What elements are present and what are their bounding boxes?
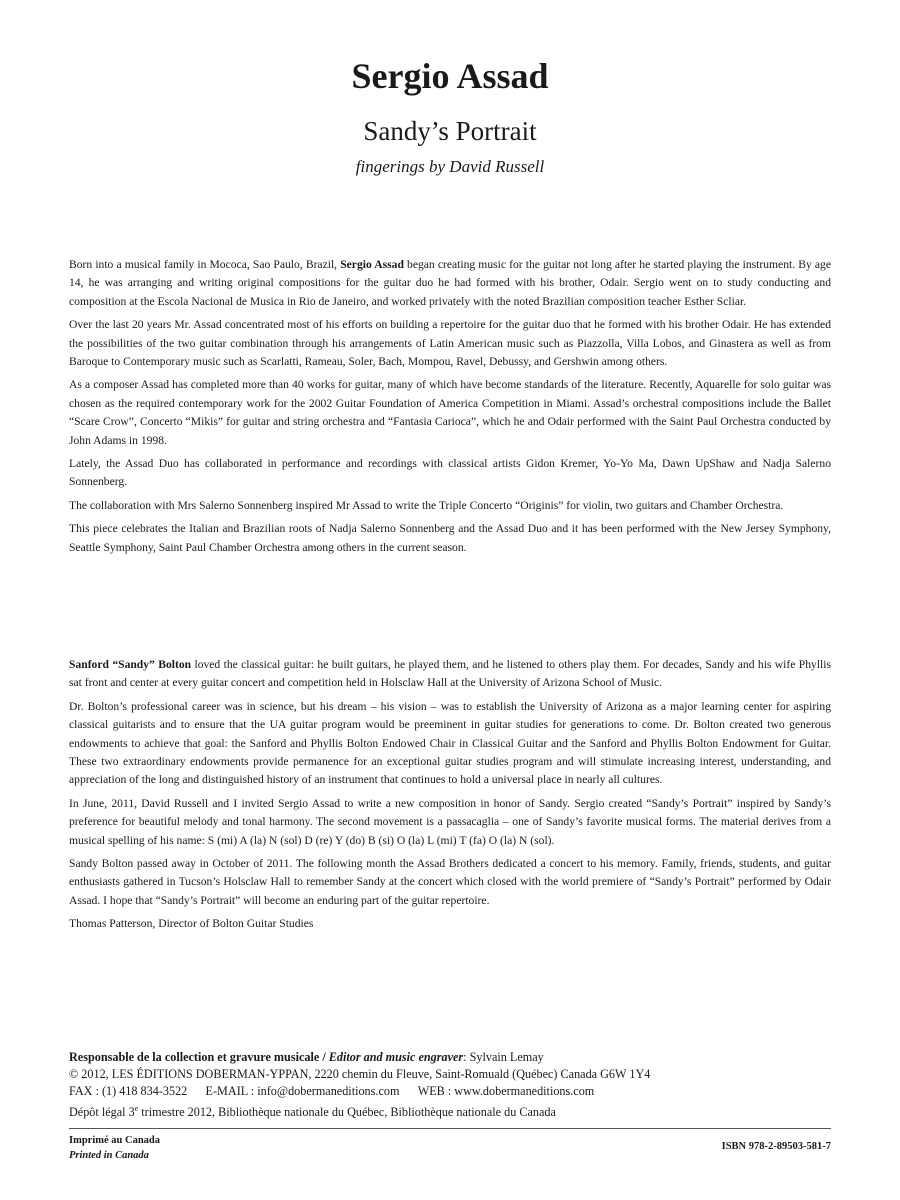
publisher-footer <box>69 1049 831 1121</box>
assad-biography <box>69 256 831 562</box>
assad-bio-paragraph-1 <box>69 256 831 311</box>
printed-in-block <box>69 1134 160 1163</box>
email-address: E-MAIL : info@dobermaneditions.com <box>205 1084 400 1098</box>
header <box>0 52 900 178</box>
assad-bio-p1-rest: began creating music for the guitar not long after he started playing the instrument. By age 14, he was arranging and writing original compositions for the guitar duo he had formed with his brother, Odair. Sergio went on to study conducting and composition at the Escola Nacional de Musica in Rio de Janeiro, and worked privately with the noted Brazilian composition teacher Esther Scliar. <box>69 258 831 308</box>
assad-bio-paragraph-6: This piece celebrates the Italian and Brazilian roots of Nadja Salerno Sonnenberg and the Assad Duo and it has been performed with the New Jersey Symphony, Seattle Symphony, Saint Paul Chamber Orchestra among others in the current season. <box>69 522 831 554</box>
editor-line <box>69 1049 831 1066</box>
fingerings-credit: fingerings by David Russell <box>355 157 545 176</box>
assad-bio-p1-intro: Born into a musical family in Mococa, Sao Paulo, Brazil, <box>69 258 341 271</box>
printed-en: Printed in Canada <box>69 1149 149 1161</box>
website-address: WEB : www.dobermaneditions.com <box>417 1084 595 1098</box>
assad-bio-paragraph-3: As a composer Assad has completed more than 40 works for guitar, many of which have become standards of the literature. Recently, Aquarelle for solo guitar was chosen as the required contemporary work for the 2002 Guitar Foundation of America Competition in Miami. Assad’s orchestral compositions include the Ballet “Scare Crow”, Concerto “Mikis” for guitar and string orchestra and “Fantasia Carioca”, which he and Odair performed with the Saint Paul Orchestra conducted by John Adams in 1998. <box>69 378 831 447</box>
bolton-paragraph-2: Dr. Bolton’s professional career was in science, but his dream – his vision – was to establish the University of Arizona as a major learning center for aspiring classical guitarists and to ensure that the UA guitar program would be preeminent in guitar studies for generations to come. Dr. Bolton created two generous endowments to achieve that goal: the Sanford and Phyllis Bolton Endowed Chair in Classical Guitar and the Sanford and Phyllis Bolton Endowment for Guitar. These two extraordinary endowments provide permanence for an exceptional guitar studies program and will stimulate increasing interest, understanding, and appreciation of the long and distinguished history of an instrument that continues to hold a universal place in nearly all cultures. <box>69 699 831 787</box>
bolton-paragraph-3: In June, 2011, David Russell and I invited Sergio Assad to write a new composition in honor of Sandy. Sergio created “Sandy’s Portrait” inspired by Sandy’s preference for beautiful melody and tonal harmony. The second movement is a passacaglia – one of Sandy’s favorite musical forms. The material derives from a musical spelling of his name: S (mi) A (la) N (sol) D (re) Y (do) B (si) O (la) L (mi) T (fa) O (la) N (sol). <box>69 796 831 847</box>
bolton-name-bold: Sanford “Sandy” Bolton <box>69 658 192 671</box>
fax-number: FAX : (1) 418 834-3522 <box>69 1084 188 1098</box>
assad-name-bold: Sergio Assad <box>340 258 404 271</box>
bolton-paragraph-4: Sandy Bolton passed away in October of 2011. The following month the Assad Brothers dedicated a concert to his memory. Family, friends, students, and guitar enthusiasts gathered in Tucson’s Holsclaw Hall to remember Sandy at the concert which closed with the world premiere of “Sandy’s Portrait” performed by Odair Assad. I hope that “Sandy’s Portrait” will become an enduring part of the guitar repertoire. <box>69 857 831 907</box>
legal-deposit-end: trimestre 2012, Bibliothèque nationale du Québec, Bibliothèque nationale du Canada <box>138 1105 556 1120</box>
editor-name: : Sylvain Lemay <box>463 1050 544 1064</box>
assad-bio-paragraph-4: Lately, the Assad Duo has collaborated in performance and recordings with classical artists Gidon Kremer, Yo-Yo Ma, Dawn UpShaw and Nadja Salerno Sonnenberg. <box>69 457 831 489</box>
piece-title: Sandy’s Portrait <box>363 116 537 146</box>
bolton-p1-rest: loved the classical guitar: he built guitars, he played them, and he listened to others play them. For decades, Sandy and his wife Phyllis sat front and center at every guitar concert and competition held in Holsclaw Hall at the University of Arizona School of Music. <box>69 658 831 690</box>
legal-deposit-line <box>69 1100 831 1121</box>
isbn: ISBN 978-2-89503-581-7 <box>721 1141 831 1152</box>
editor-label-en: Editor and music engraver <box>328 1050 464 1064</box>
footer-divider <box>69 1128 831 1129</box>
composer-name: Sergio Assad <box>351 56 549 96</box>
printed-fr: Imprimé au Canada <box>69 1135 161 1146</box>
legal-deposit-start: Dépôt légal 3 <box>69 1105 135 1120</box>
legal-deposit-superscript: e <box>134 1104 139 1113</box>
signature-line: Thomas Patterson, Director of Bolton Guitar Studies <box>69 917 314 931</box>
bolton-dedication <box>69 656 831 939</box>
assad-bio-paragraph-2: Over the last 20 years Mr. Assad concentrated most of his efforts on building a repertoire for the guitar duo that he formed with his brother Odair. He has extended the possibilities of the two guitar combination through his arrangements of Latin American music such as Piazzolla, Villa Lobos, and Ginastera as well as from Baroque to Contemporary music such as Scarlatti, Rameau, Soler, Bach, Mompou, Ravel, Debussy, and Gershwin among others. <box>69 318 831 369</box>
editor-label-fr: Responsable de la collection et gravure musicale / <box>69 1050 326 1064</box>
copyright-line: © 2012, LES ÉDITIONS DOBERMAN-YPPAN, 2220 chemin du Fleuve, Saint-Romuald (Québec) Canada G6W 1Y4 <box>69 1067 651 1081</box>
bolton-paragraph-1 <box>69 656 831 693</box>
assad-bio-paragraph-5: The collaboration with Mrs Salerno Sonnenberg inspired Mr Assad to write the Triple Concerto “Originis” for violin, two guitars and Chamber Orchestra. <box>69 498 784 512</box>
contact-line <box>69 1083 831 1100</box>
